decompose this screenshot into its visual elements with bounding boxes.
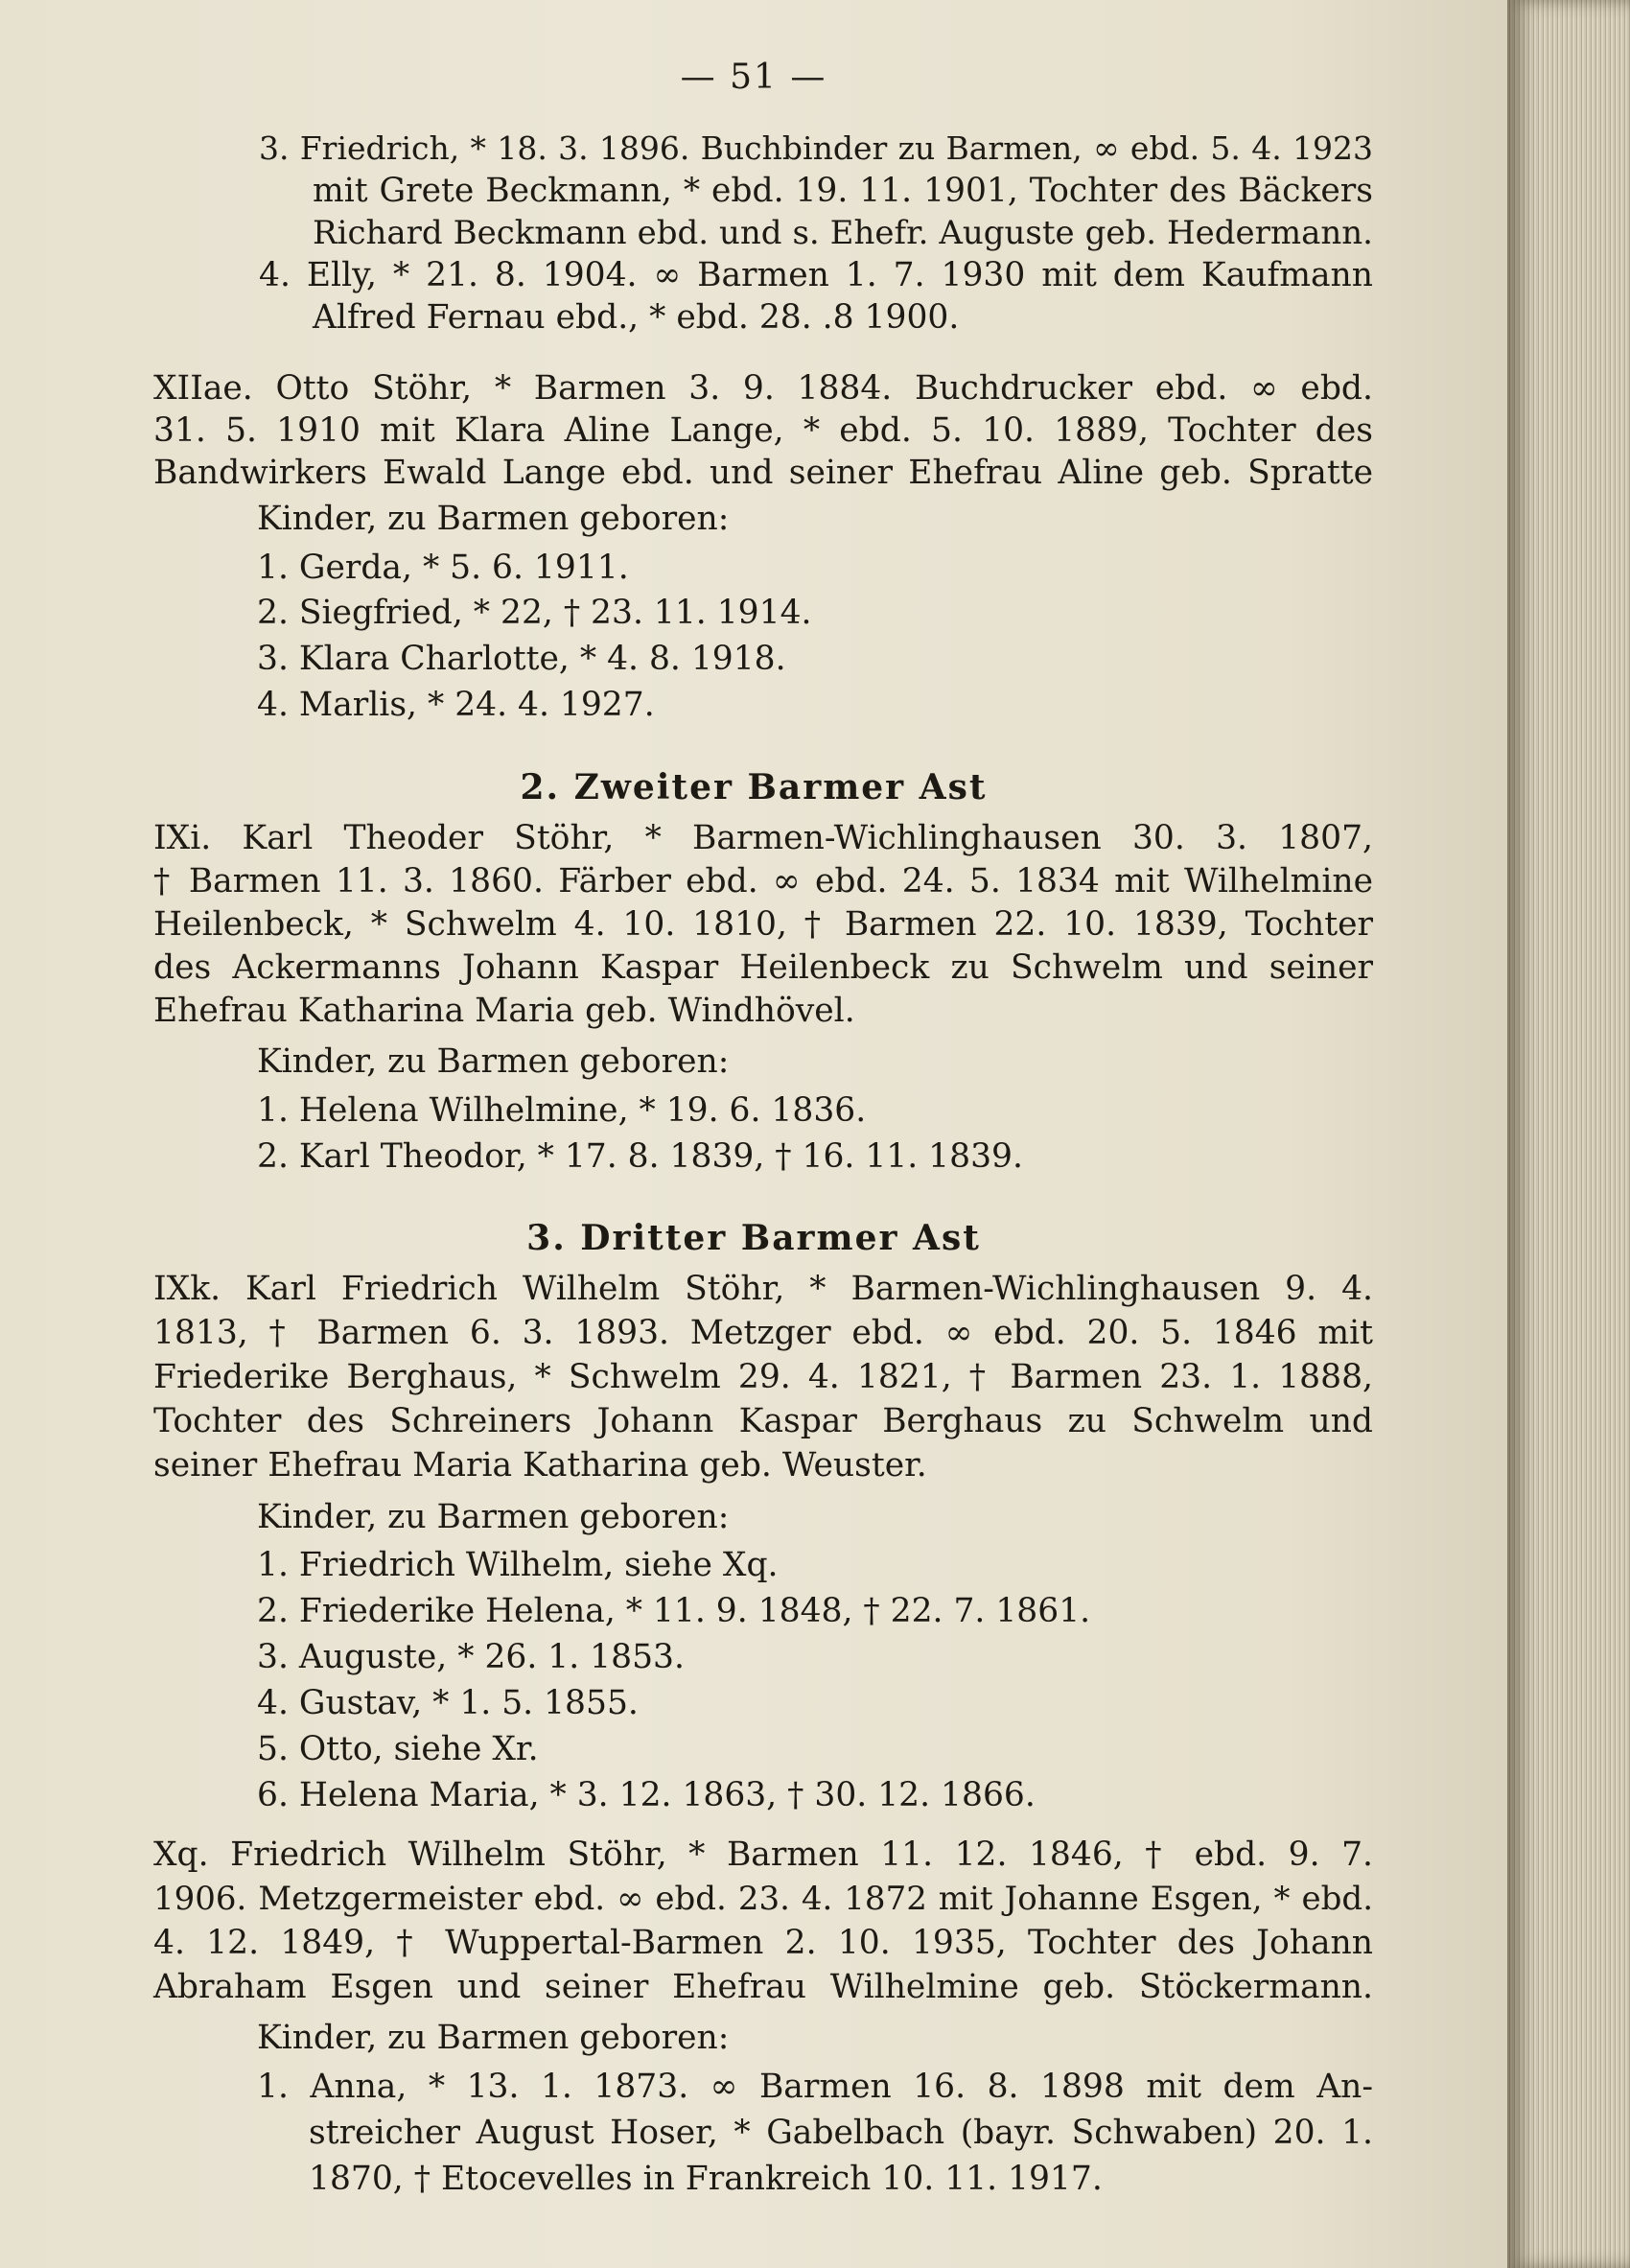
text-line: des Ackermanns Johann Kaspar Heilenbeck zu Schwelm und seiner	[153, 948, 1373, 987]
text-line: 4. Elly, * 21. 8. 1904. ∞ Barmen 1. 7. 1930 mit dem Kaufmann	[259, 256, 1373, 294]
child-item: 3. Auguste, * 26. 1. 1853.	[257, 1638, 685, 1676]
page-number: — 51 —	[680, 58, 827, 97]
children-label: Kinder, zu Barmen geboren:	[257, 1042, 730, 1081]
child-item: 5. Otto, siehe Xr.	[257, 1730, 539, 1768]
text-line: mit Grete Beckmann, * ebd. 19. 11. 1901, Tochter des Bäckers	[313, 172, 1373, 210]
text-line: Bandwirkers Ewald Lange ebd. und seiner Ehefrau Aline geb. Spratte	[153, 454, 1373, 492]
text-line: seiner Ehefrau Maria Katharina geb. Weuster.	[153, 1446, 927, 1485]
text-line: Friederike Berghaus, * Schwelm 29. 4. 1821, † Barmen 23. 1. 1888,	[153, 1358, 1373, 1396]
text-line: Richard Beckmann ebd. und s. Ehefr. Auguste geb. Hedermann.	[313, 214, 1373, 252]
child-item: 3. Klara Charlotte, * 4. 8. 1918.	[257, 640, 786, 678]
child-item: 1. Helena Wilhelmine, * 19. 6. 1836.	[257, 1091, 867, 1130]
text-line: Ehefrau Katharina Maria geb. Windhövel.	[153, 992, 855, 1030]
children-label: Kinder, zu Barmen geboren:	[257, 2019, 730, 2057]
child-item-continued: 1870, † Etocevelles in Frankreich 10. 11. 1917.	[309, 2160, 1103, 2198]
text-line: Tochter des Schreiners Johann Kaspar Berghaus zu Schwelm und	[153, 1402, 1373, 1440]
text-line: 3. Friedrich, * 18. 3. 1896. Buchbinder zu Barmen, ∞ ebd. 5. 4. 1923	[259, 129, 1373, 167]
child-item: 2. Siegfried, * 22, † 23. 11. 1914.	[257, 594, 812, 632]
entry-heading-line: Xq. Friedrich Wilhelm Stöhr, * Barmen 11. 12. 1846, † ebd. 9. 7.	[153, 1835, 1373, 1874]
text-line: Alfred Fernau ebd., * ebd. 28. .8 1900.	[313, 298, 960, 337]
entry-heading-line: IXk. Karl Friedrich Wilhelm Stöhr, * Barmen-Wichlinghausen 9. 4.	[153, 1270, 1373, 1308]
text-line: 4. 12. 1849, † Wuppertal-Barmen 2. 10. 1935, Tochter des Johann	[153, 1924, 1373, 1962]
entry-heading-line: XIIae. Otto Stöhr, * Barmen 3. 9. 1884. Buchdrucker ebd. ∞ ebd.	[153, 369, 1373, 408]
child-item: 6. Helena Maria, * 3. 12. 1863, † 30. 12. 1866.	[257, 1776, 1036, 1814]
children-label: Kinder, zu Barmen geboren:	[257, 1498, 730, 1536]
text-line: 1813, † Barmen 6. 3. 1893. Metzger ebd. ∞ ebd. 20. 5. 1846 mit	[153, 1314, 1373, 1352]
text-line: 31. 5. 1910 mit Klara Aline Lange, * ebd. 5. 10. 1889, Tochter des	[153, 411, 1373, 450]
text-line: Heilenbeck, * Schwelm 4. 10. 1810, † Barmen 22. 10. 1839, Tochter	[153, 905, 1373, 944]
section-heading: 2. Zweiter Barmer Ast	[520, 767, 988, 807]
child-item: 4. Gustav, * 1. 5. 1855.	[257, 1684, 639, 1722]
child-item: 1. Friedrich Wilhelm, siehe Xq.	[257, 1546, 779, 1584]
page-edge-stack	[1507, 0, 1630, 2268]
children-label: Kinder, zu Barmen geboren:	[257, 500, 730, 538]
text-line: 1906. Metzgermeister ebd. ∞ ebd. 23. 4. 1872 mit Johanne Esgen, * ebd.	[153, 1880, 1373, 1918]
section-heading: 3. Dritter Barmer Ast	[526, 1218, 981, 1258]
child-item: 2. Friederike Helena, * 11. 9. 1848, † 22. 7. 1861.	[257, 1592, 1091, 1630]
entry-heading-line: IXi. Karl Theoder Stöhr, * Barmen-Wichlinghausen 30. 3. 1807,	[153, 819, 1373, 857]
child-item: 1. Anna, * 13. 1. 1873. ∞ Barmen 16. 8. 1898 mit dem An-	[257, 2068, 1373, 2106]
text-line: Abraham Esgen und seiner Ehefrau Wilhelmine geb. Stöckermann.	[153, 1968, 1373, 2006]
child-item: 2. Karl Theodor, * 17. 8. 1839, † 16. 11. 1839.	[257, 1137, 1023, 1176]
text-line: † Barmen 11. 3. 1860. Färber ebd. ∞ ebd. 24. 5. 1834 mit Wilhelmine	[153, 862, 1373, 900]
child-item-continued: streicher August Hoser, * Gabelbach (bayr. Schwaben) 20. 1.	[309, 2114, 1373, 2152]
child-item: 4. Marlis, * 24. 4. 1927.	[257, 686, 655, 724]
child-item: 1. Gerda, * 5. 6. 1911.	[257, 549, 629, 587]
